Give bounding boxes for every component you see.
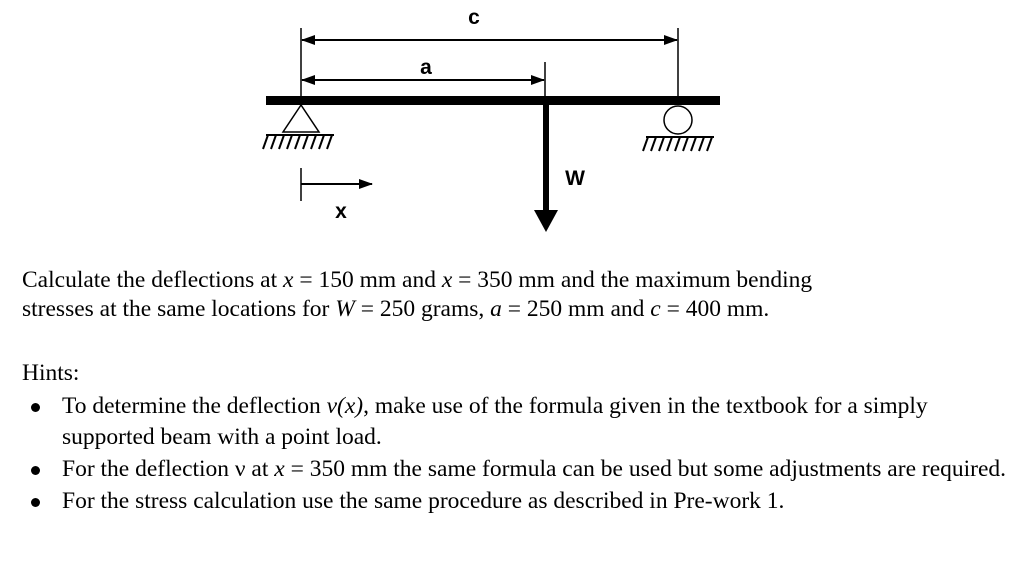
text: For the stress calculation use the same procedure as described in Pre-work 1. <box>62 488 785 514</box>
text: To determine the deflection <box>62 393 327 419</box>
var-vx: v(x) <box>326 393 364 419</box>
var-c: c <box>650 296 661 322</box>
pin-support <box>263 105 334 149</box>
beam-diagram <box>0 0 1024 260</box>
hint-text <box>62 486 1012 517</box>
var-a: a <box>490 296 502 322</box>
problem-line-2 <box>22 295 1012 324</box>
var-w: W <box>335 296 355 322</box>
bullet-icon <box>31 403 40 412</box>
text: = 350 mm and the maximum bending <box>452 267 813 293</box>
var-x: x <box>283 267 294 293</box>
text: stresses at the same locations for <box>22 296 336 322</box>
var-x: x <box>441 267 453 293</box>
hint-text <box>62 454 1012 485</box>
text: = 400 mm. <box>660 296 770 322</box>
dimension-c <box>301 6 678 100</box>
text: Calculate the deflections at <box>22 267 284 293</box>
load-arrow <box>534 105 585 232</box>
hint-text <box>62 391 1012 453</box>
roller-support <box>643 106 714 151</box>
text: = 350 mm the same formula can be used but some adjustments are required. <box>284 456 1007 482</box>
problem-line-1 <box>22 266 1012 295</box>
x-axis-arrow <box>301 168 372 223</box>
hint-item <box>22 486 1012 517</box>
label-x: x <box>335 200 347 223</box>
text: For the deflection ν at <box>62 456 275 482</box>
problem-statement <box>22 266 1012 324</box>
beam <box>266 96 720 105</box>
label-a: a <box>420 56 432 79</box>
text: , make use of the formula given in the textbook for a simply supported beam with a point load. <box>62 393 928 450</box>
var-x: x <box>274 456 285 482</box>
hint-item <box>22 391 1012 453</box>
hints-title: Hints: <box>22 360 80 386</box>
text: = 150 mm and <box>293 267 442 293</box>
dimension-a <box>302 56 545 100</box>
bullet-icon <box>31 498 40 507</box>
label-w: W <box>565 167 585 190</box>
text: = 250 grams, <box>354 296 491 322</box>
bullet-icon <box>31 466 40 475</box>
hint-item <box>22 454 1012 485</box>
text: = 250 mm and <box>501 296 651 322</box>
hints-list <box>22 391 1012 518</box>
label-c: c <box>468 6 480 29</box>
